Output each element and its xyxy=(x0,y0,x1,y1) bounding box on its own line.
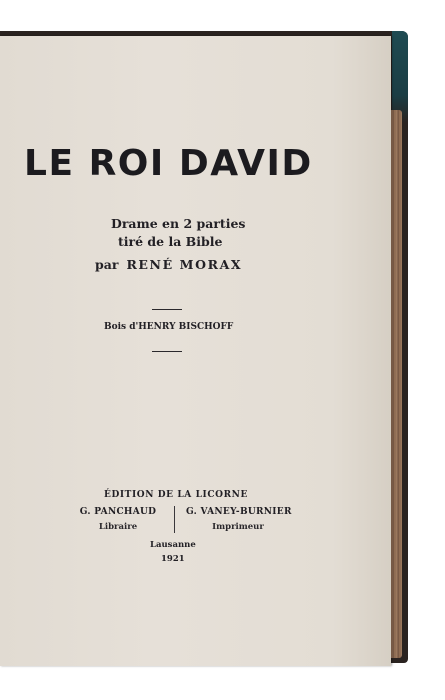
ornament-rule-bottom xyxy=(152,351,182,352)
subtitle-line-1: Drame en 2 parties xyxy=(111,216,246,231)
book-title: LE ROI DAVID xyxy=(24,143,313,184)
publisher-divider xyxy=(174,506,175,533)
title-page xyxy=(0,36,391,666)
author-name: RENÉ MORAX xyxy=(126,257,243,272)
publisher-right-name: G. VANEY-BURNIER xyxy=(186,507,292,517)
edition-label: ÉDITION DE LA LICORNE xyxy=(104,490,248,500)
ornament-rule-top xyxy=(152,309,182,310)
publisher-left-role: Libraire xyxy=(98,522,138,532)
subtitle-line-2: tiré de la Bible xyxy=(118,234,223,249)
byline xyxy=(95,257,242,272)
publisher-right xyxy=(186,507,290,532)
publisher-left-name: G. PANCHAUD xyxy=(79,507,157,517)
publisher-left xyxy=(73,507,163,532)
publisher-right-role: Imprimeur xyxy=(212,522,264,532)
illustrator-credit: Bois d'HENRY BISCHOFF xyxy=(104,322,234,332)
byline-prefix: par xyxy=(95,257,119,272)
publication-place: Lausanne xyxy=(150,540,196,550)
publication-year: 1921 xyxy=(161,554,185,564)
